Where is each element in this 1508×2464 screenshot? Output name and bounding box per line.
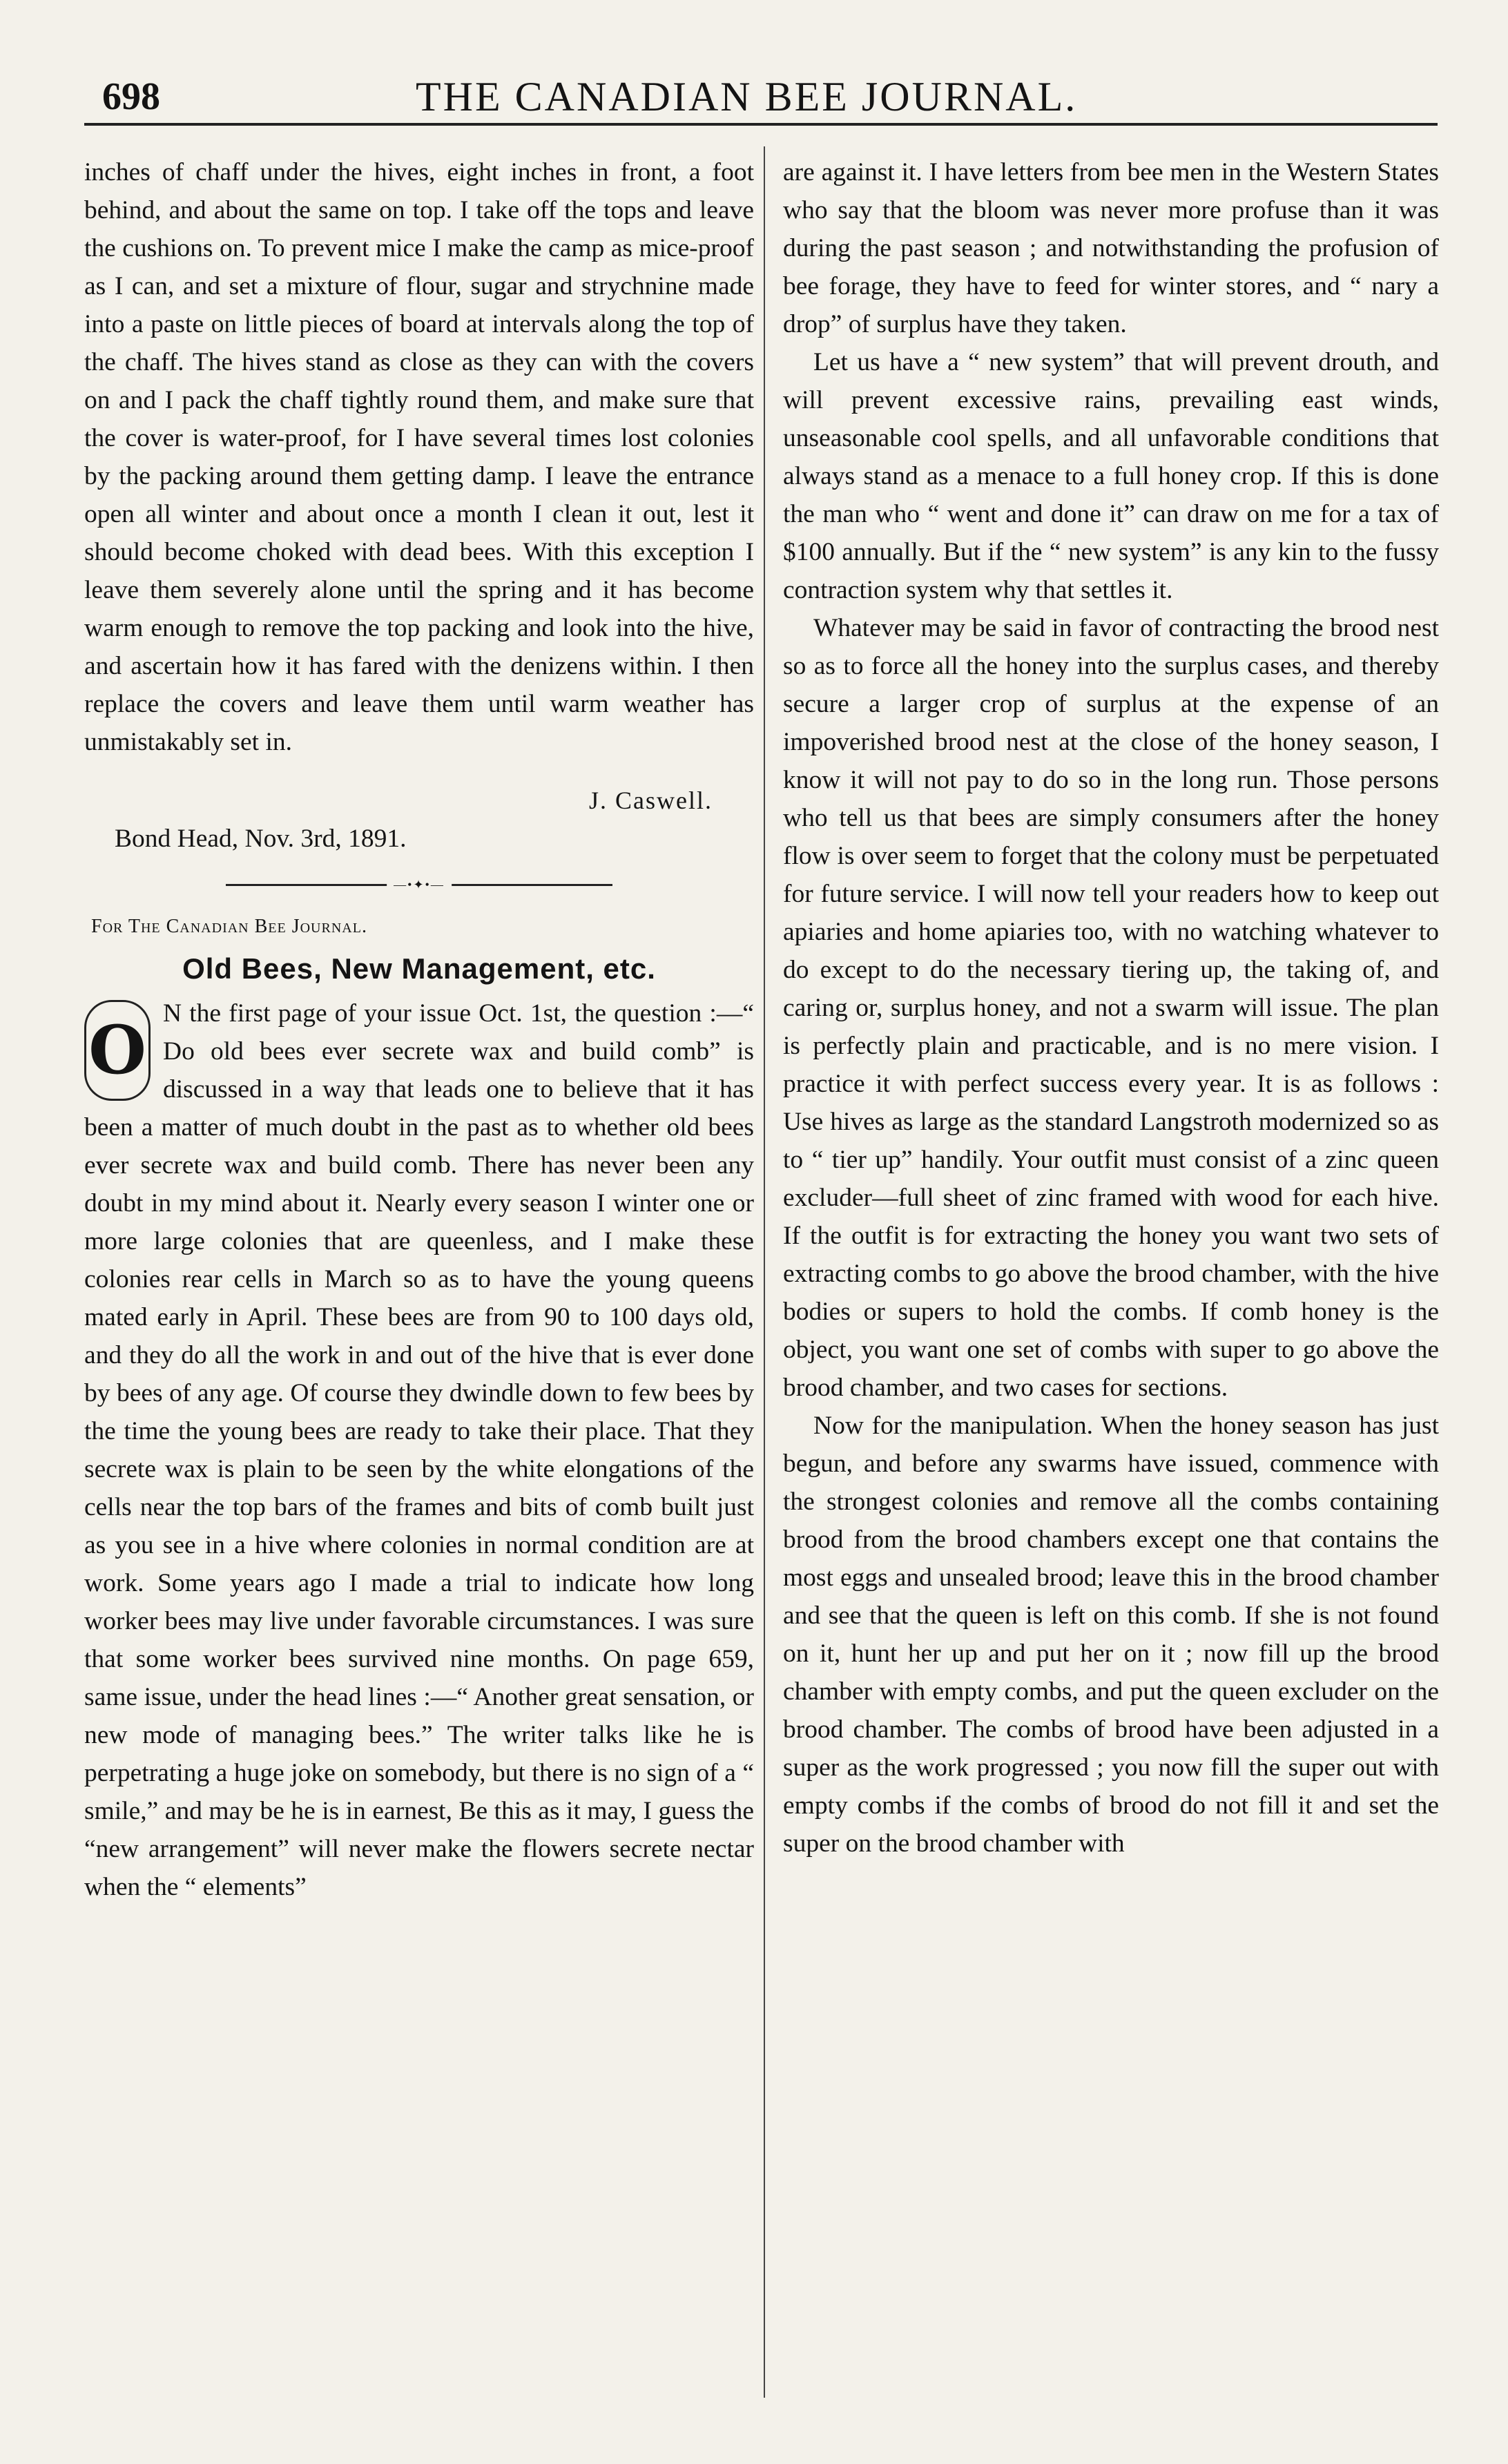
article-opening-paragraph (84, 994, 754, 1906)
ornament-glyph: —•✦•— (387, 878, 452, 891)
running-title: THE CANADIAN BEE JOURNAL. (416, 74, 1078, 119)
dropcap-letter: O (84, 1000, 151, 1101)
page-header (84, 70, 1438, 128)
left-column (84, 153, 754, 1906)
page-number: 698 (102, 75, 160, 118)
article-headline: Old Bees, New Management, etc. (182, 952, 656, 985)
column-divider (764, 146, 765, 2398)
paragraph-manipulation: Now for the manipulation. When the honey season has just begun, and before any swarms have issued, commence with the strongest colonies and remove all the combs containing brood from the brood chambers except one that contains the most eggs and unsealed brood; leave this in the brood chamber and see that the queen is left on this comb. If she is not found on it, hunt her up and put her on it ; now fill up the brood chamber with empty combs, and put the queen excluder on the brood chamber. The combs of brood have been adjusted in a super as the work progressed ; you now fill the super out with empty combs if the combs of brood do not fill it and set the super on the brood chamber with (783, 1412, 1439, 1858)
paragraph-new-system: Let us have a “ new system” that will prevent drouth, and will prevent excessive rains, prevailing east winds, unseasonable cool spells, and all unfavorable conditions that always stand as a menace to a full honey crop. If this is done the man who “ went and done it” can draw on me for a tax of $100 annually. But if the “ new system” is any kin to the fussy contraction system why that settles it. (783, 348, 1439, 604)
paragraph-bloom: are against it. I have letters from bee men in the Western States who say that the bloom was never more profuse than it was during the past season ; and notwithstanding the profusion of bee forage, they have to feed for winter stores, and “ nary a drop” of surplus have they taken. (783, 158, 1439, 338)
paragraph-contracting: Whatever may be said in favor of contracting the brood nest so as to force all the honey into the surplus cases, and thereby secure a larger crop of surplus at the expense of an impoverished brood nest at the close of the honey season, I know it will not pay to do so in the long run. Those persons who tell us that bees are simply consumers after the honey flow is over seem to forget that the colony must be perpetuated for future service. I will now tell your readers how to keep out apiaries and home apiaries too, with no watching whatever to do except to do the necessary tiering up, the taking of, and caring or, surplus honey, and not a swarm will issue. The plan is perfectly plain and practicable, and is no mere vision. I practice it with perfect success every year. It is as follows : Use hives as large as the standard Langstroth modernized so as to “ tier up” handily. Your outfit must consist of a zinc queen excluder—full sheet of zinc framed with wood for each hive. If the outfit is for extracting the honey you want two sets of extracting combs to go above the brood chamber, with the hive bodies or supers to hold the combs. If comb honey is the object, you want one set of combs with super to go above the brood chamber, and two cases for sections. (783, 614, 1439, 1402)
header-rule (84, 123, 1438, 126)
article-credit: For The Canadian Bee Journal. (91, 916, 367, 937)
author-signature: J. Caswell. (589, 787, 713, 814)
paragraph-old-bees: N the first page of your issue Oct. 1st, the question :—“ Do old bees ever secrete wax and build comb” is discussed in a way that leads one to believe that it has been a matter of much doubt in the past as to whether old bees ever secrete wax and build comb. There has never been any doubt in my mind about it. Nearly every season I winter one or more large colonies that are queenless, and I make these colonies rear cells in March so as to have the young queens mated early in April. These bees are from 90 to 100 days old, and they do all the work in and out of the hive that is ever done by bees of any age. Of course they dwindle down to few bees by the time the young bees are ready to take their place. That they secrete wax is plain to be seen by the white elongations of the cells near the top bars of the frames and bits of comb built just as you see in a hive where colonies in normal condition are at work. Some years ago I made a trial to indicate how long worker bees may live under favorable circumstances. I was sure that some worker bees survived nine months. On page 659, same issue, under the head lines :—“ Another great sensation, or new mode of managing bees.” The writer talks like he is perpetrating a huge joke on somebody, but there is no sign of a “ smile,” and may be he is in earnest, Be this as it may, I guess the “new arrangement” will never make the flowers secrete nectar when the “ elements” (84, 999, 754, 1901)
section-divider-ornament (226, 878, 612, 891)
paragraph-chaff-packing: inches of chaff under the hives, eight inches in front, a foot behind, and about the same on top. I take off the tops and leave the cushions on. To prevent mice I make the camp as mice-proof as I can, and set a mixture of flour, sugar and strychnine made into a paste on little pieces of board at intervals along the top of the chaff. The hives stand as close as they can with the covers on and I pack the chaff tightly round them, and make sure that the cover is water-proof, for I have several times lost colonies by the packing around them getting damp. I leave the entrance open all winter and about once a month I clean it out, lest it should become choked with dead bees. With this exception I leave them severely alone until the spring and it has become warm enough to remove the top packing and look into the hive, and ascertain how it has fared with the denizens within. I then replace the covers and leave them until warm weather has unmistakably set in. (84, 158, 754, 756)
right-column (783, 153, 1439, 1863)
dateline: Bond Head, Nov. 3rd, 1891. (115, 825, 407, 853)
